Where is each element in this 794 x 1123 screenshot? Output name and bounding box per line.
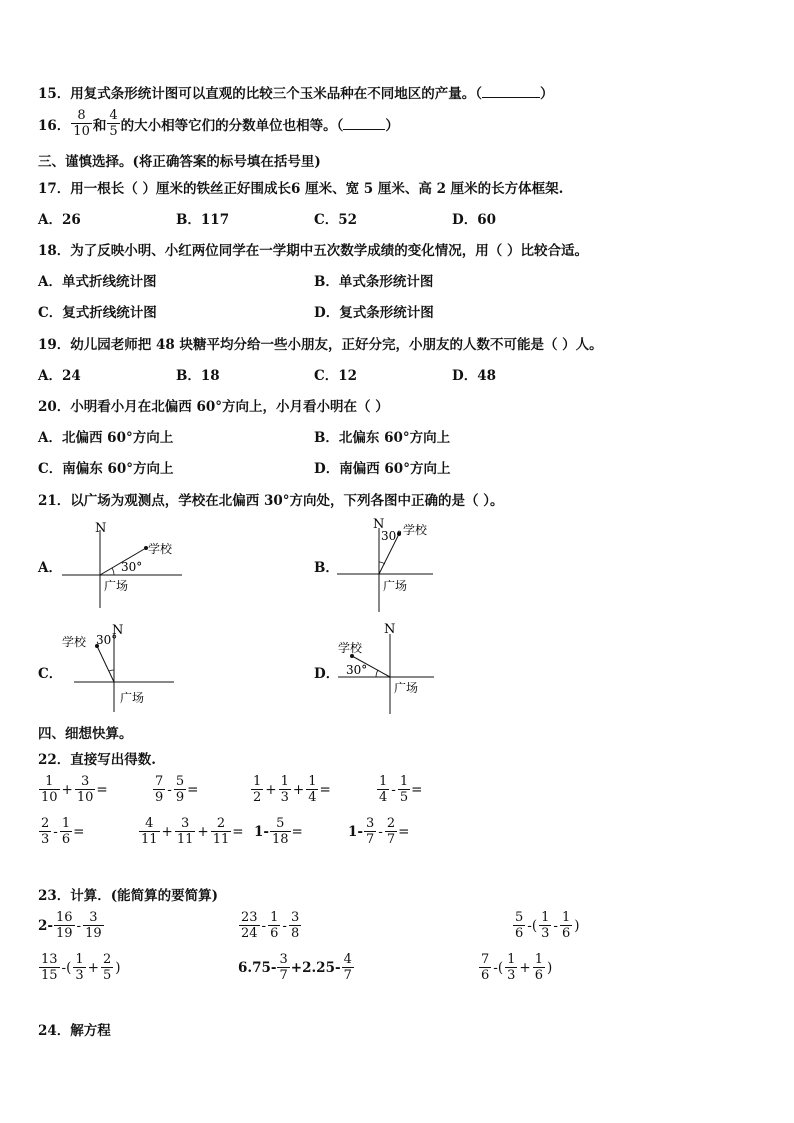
school-label: 学校 (148, 542, 173, 556)
north-label: N (384, 622, 396, 637)
q18-option-d[interactable]: D．复式条形统计图 (314, 305, 434, 321)
square-label: 广场 (104, 579, 129, 593)
expression: $\frac{7}{9}$ - $\frac{5}{9}$ = (155, 774, 199, 805)
question-23: 23．计算．(能简算的要简算) (38, 888, 219, 904)
q18-option-a[interactable]: A．单式折线统计图 (38, 274, 157, 290)
school-label: 学校 (338, 641, 363, 655)
north-label: N (373, 517, 385, 532)
angle-label: 30° (121, 560, 143, 574)
answer-blank[interactable] (482, 85, 540, 98)
expression: 6.75- $\frac{3}{7}$ +2.25- $\frac{4}{7}$ (238, 952, 352, 983)
fraction: $\frac{4}{5}$ (109, 108, 118, 139)
q15-text: 用复式条形统计图可以直观的比较三个玉米品种在不同地区的产量。（ (70, 86, 483, 102)
north-label: N (95, 521, 107, 536)
q16-number: 16． (38, 117, 71, 134)
square-label: 广场 (394, 681, 419, 695)
expression: 1- $\frac{5}{18}$ = (254, 816, 303, 847)
section-4-heading: 四、细想快算。 (38, 726, 133, 742)
q19-option-c[interactable]: C．12 (314, 368, 358, 384)
expression: 1- $\frac{3}{7}$ - $\frac{2}{7}$ = (348, 816, 410, 847)
fraction: $\frac{8}{10}$ (73, 108, 90, 139)
question-21: 21．以广场为观测点，学校在北偏西 30°方向处，下列各图中正确的是（ ）。 (38, 493, 504, 509)
q16-text: 的大小相等它们的分数单位也相等。（ (120, 117, 344, 134)
q17-option-a[interactable]: A．26 (38, 212, 81, 228)
compass-diagram-a (58, 520, 188, 610)
expression: $\frac{1}{10}$ + $\frac{3}{10}$ = (41, 774, 108, 805)
section-3-heading: 三、谨慎选择。(将正确答案的标号填在括号里) (38, 154, 321, 170)
q21-option-b[interactable]: B． (314, 560, 339, 576)
question-22: 22．直接写出得数. (38, 752, 156, 768)
q21-option-c[interactable]: C． (38, 666, 63, 682)
compass-diagram-d (334, 620, 444, 716)
q19-option-b[interactable]: B．18 (176, 368, 220, 384)
expression: $\frac{7}{6}$ -( $\frac{1}{3}$ + $\frac{1}{6}$ ) (481, 952, 553, 983)
question-18: 18．为了反映小明、小红两位同学在一学期中五次数学成绩的变化情况，用（ ）比较合适。 (38, 243, 588, 259)
q20-option-c[interactable]: C．南偏东 60°方向上 (38, 461, 174, 477)
q20-option-d[interactable]: D．南偏西 60°方向上 (314, 461, 451, 477)
q21-option-d[interactable]: D． (314, 666, 340, 682)
q20-option-b[interactable]: B．北偏东 60°方向上 (314, 430, 451, 446)
north-label: N (112, 623, 124, 638)
angle-label: 30° (346, 663, 368, 677)
school-label: 学校 (403, 523, 428, 537)
q17-option-c[interactable]: C．52 (314, 212, 358, 228)
expression: $\frac{4}{11}$ + $\frac{3}{11}$ + $\frac{2}{11}$ = (141, 816, 244, 847)
q21-option-a[interactable]: A． (38, 560, 62, 576)
school-label: 学校 (62, 635, 87, 649)
answer-blank[interactable] (343, 117, 385, 130)
compass-diagram-c (60, 622, 180, 714)
question-20: 20．小明看小月在北偏西 60°方向上，小月看小明在（ ） (38, 399, 389, 415)
expression: $\frac{2}{3}$ - $\frac{1}{6}$ = (41, 816, 85, 847)
question-17: 17．用一根长（ ）厘米的铁丝正好围成长6 厘米、宽 5 厘米、高 2 厘米的长方体框架. (38, 181, 564, 197)
expression: $\frac{5}{6}$ -( $\frac{1}{3}$ - $\frac{1}{6}$ ) (515, 910, 580, 941)
q18-option-b[interactable]: B．单式条形统计图 (314, 274, 434, 290)
expression: $\frac{23}{24}$ - $\frac{1}{6}$ - $\frac{3}{8}$ (241, 910, 300, 941)
expression: $\frac{1}{2}$ + $\frac{1}{3}$ + $\frac{1}{4}$ = (253, 774, 331, 805)
q18-option-c[interactable]: C．复式折线统计图 (38, 305, 157, 321)
question-16: 16． $\frac{8}{10}$ 和 $\frac{4}{5}$ 的大小相等它们的分数单位也相等。（ ） (38, 108, 399, 139)
q19-option-d[interactable]: D．48 (452, 368, 496, 384)
square-label: 广场 (120, 691, 145, 705)
q17-option-d[interactable]: D．60 (452, 212, 496, 228)
expression: 2- $\frac{16}{19}$ - $\frac{3}{19}$ (38, 910, 102, 941)
question-15: 15．用复式条形统计图可以直观的比较三个玉米品种在不同地区的产量。（ ） (38, 86, 554, 102)
q17-option-b[interactable]: B．117 (176, 212, 230, 228)
angle-label: 30° (381, 529, 403, 543)
square-label: 广场 (383, 579, 408, 593)
q19-option-a[interactable]: A．24 (38, 368, 81, 384)
q15-number: 15． (38, 86, 71, 102)
expression: $\frac{13}{15}$ -( $\frac{1}{3}$ + $\frac{2}{5}$ ) (41, 952, 121, 983)
question-24: 24．解方程 (38, 1023, 111, 1039)
compass-diagram-b (333, 516, 463, 616)
question-19: 19．幼儿园老师把 48 块糖平均分给一些小朋友，正好分完，小朋友的人数不可能是（ ）人。 (38, 337, 603, 353)
expression: $\frac{1}{4}$ - $\frac{1}{5}$ = (379, 774, 423, 805)
q20-option-a[interactable]: A．北偏西 60°方向上 (38, 430, 174, 446)
angle-label: 30° (96, 633, 118, 647)
